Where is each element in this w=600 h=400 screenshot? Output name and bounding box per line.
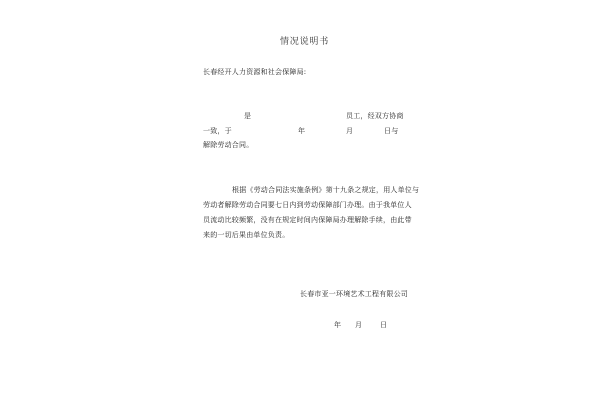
addressee: 长春经开人力资源和社会保障局: xyxy=(203,68,307,76)
para1-line1-suffix: 员工，经双方协商 xyxy=(346,112,404,120)
para1-month: 月 xyxy=(346,127,354,135)
signature-day: 日 xyxy=(380,321,388,329)
signature-month: 月 xyxy=(355,321,363,329)
para1-year: 年 xyxy=(298,127,306,135)
company-name: 长春市亚一环境艺术工程有限公司 xyxy=(300,290,408,298)
signature-year: 年 xyxy=(334,321,342,329)
para2-line3: 员流动比较频繁，没有在规定时间内保障局办理解除手续，由此带 xyxy=(203,216,412,224)
para1-day: 日与 xyxy=(384,127,399,135)
para2-line1: 根据《劳动合同法实施条例》第十九条之规定，用人单位与 xyxy=(232,186,420,194)
document-title: 情况说明书 xyxy=(280,37,330,47)
para1-line2-prefix: 一致，于 xyxy=(203,127,232,135)
para1-line3: 解除劳动合同。 xyxy=(203,141,254,149)
para2-line4: 来的一切后果由单位负责。 xyxy=(203,231,290,239)
para1-line1-prefix: 是 xyxy=(244,112,252,120)
para2-line2: 劳动者解除劳动合同要七日内到劳动保障部门办理。由于我单位人 xyxy=(203,201,412,209)
